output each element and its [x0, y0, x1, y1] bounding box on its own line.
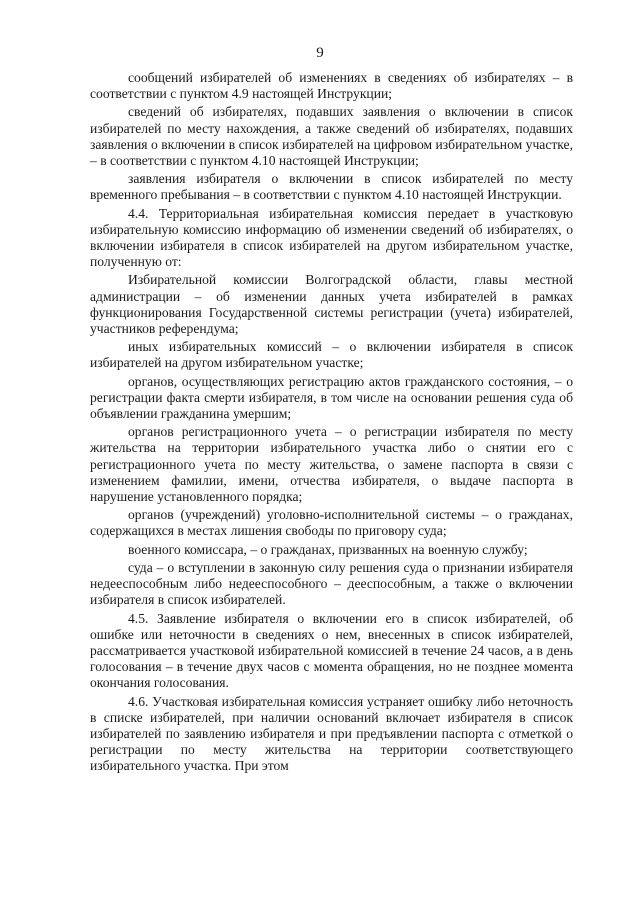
paragraph: Избирательной комиссии Волгоградской области, главы местной администрации – об изменении данных учета избирателей в рамках функционирования Государственной системы регистрации (учета) избирателей, участников референдума; — [90, 272, 573, 337]
paragraph: органов (учреждений) уголовно-исполнительной системы – о гражданах, содержащихся в местах лишения свободы по приговору суда; — [90, 507, 573, 539]
paragraph: сведений об избирателях, подавших заявления о включении в список избирателей по месту нахождения, а также сведений об избирателях, подавших заявления о включении в список избирателей на цифровом избирательном участке, – в соответствии с пунктом 4.10 настоящей Инструкции; — [90, 104, 573, 169]
paragraph: органов, осуществляющих регистрацию актов гражданского состояния, – о регистрации факта смерти избирателя, в том числе на основании решения суда об объявлении гражданина умершим; — [90, 373, 573, 422]
document-body — [90, 70, 573, 777]
paragraph: органов регистрационного учета – о регистрации избирателя по месту жительства на территории избирательного участка либо о снятии его с регистрационного учета по месту жительства, о замене паспорта в связи с изменением фамилии, имени, отчества избирателя, о выдаче паспорта в нарушение установленного порядка; — [90, 424, 573, 505]
paragraph: 4.4. Территориальная избирательная комиссия передает в участковую избирательную комиссию информацию об изменении сведений об избирателях, о включении избирателя в список избирателей на другом избирательном участке, полученную от: — [90, 205, 573, 270]
page-number: 9 — [316, 45, 324, 61]
paragraph: сообщений избирателей об изменениях в сведениях об избирателях – в соответствии с пунктом 4.9 настоящей Инструкции; — [90, 70, 573, 102]
paragraph: иных избирательных комиссий – о включении избирателя в список избирателей на другом избирательном участке; — [90, 339, 573, 371]
paragraph: заявления избирателя о включении в список избирателей по месту временного пребывания – в соответствии с пунктом 4.10 настоящей Инструкции. — [90, 171, 573, 203]
paragraph: военного комиссара, – о гражданах, призванных на военную службу; — [128, 541, 528, 557]
paragraph: суда – о вступлении в законную силу решения суда о признании избирателя недееспособным либо недееспособного – дееспособным, а также о включении избирателя в список избирателей. — [90, 559, 573, 608]
paragraph: 4.5. Заявление избирателя о включении его в список избирателей, об ошибке или неточности в сведениях о нем, внесенных в список избирателей, рассматривается участковой избирательной комиссией в течение 24 часов, а в день голосования – в течение двух часов с момента обращения, но не позднее момента окончания голосования. — [90, 610, 573, 691]
paragraph: 4.6. Участковая избирательная комиссия устраняет ошибку либо неточность в списке избирателей, при наличии оснований включает избирателя в список избирателей по заявлению избирателя и при предъявлении паспорта с отметкой о регистрации по месту жительства на территории соответствующего избирательного участка. При этом — [90, 693, 573, 774]
